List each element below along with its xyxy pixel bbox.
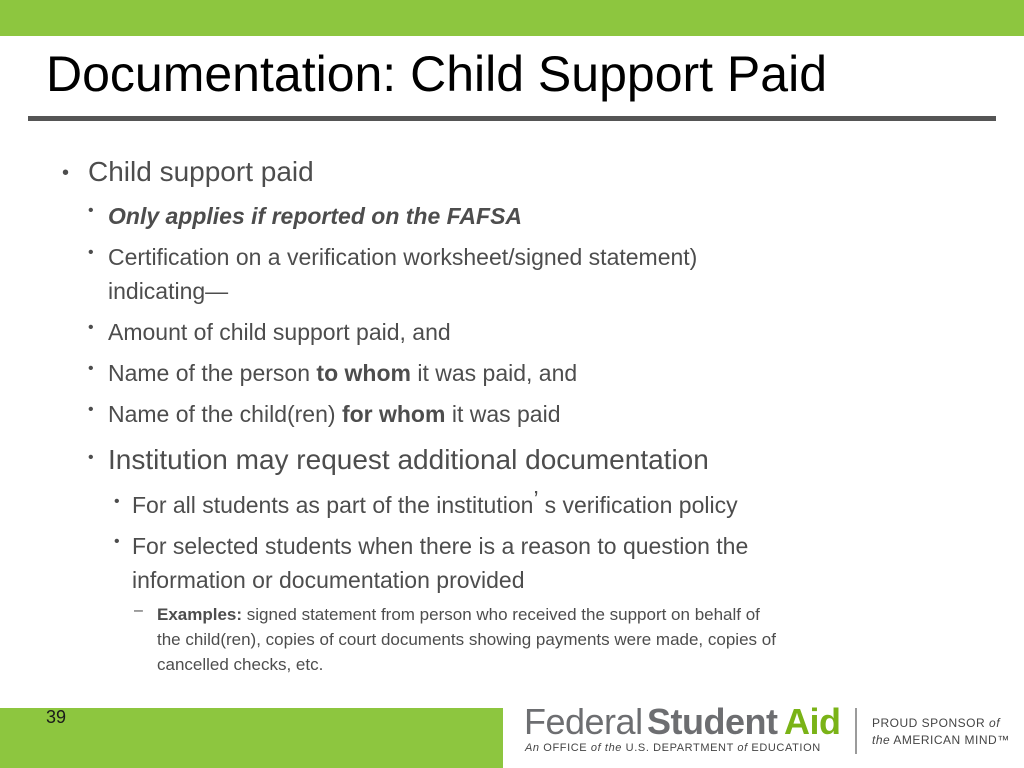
slide-title: Documentation: Child Support Paid (46, 46, 828, 102)
bullet-dot: • (88, 360, 94, 377)
text-segment: OFFICE (539, 742, 591, 754)
logo-divider (855, 708, 857, 754)
bullet-child-for-whom (108, 397, 561, 431)
bullet-certification-line1: Certification on a verification worksheet/signed statement) (108, 244, 698, 270)
text-segment: of (590, 742, 602, 754)
text-segment: it was paid (445, 401, 561, 427)
bullet-dot: • (88, 401, 94, 418)
sponsor-line2 (872, 733, 1010, 747)
bullet-dot: • (62, 162, 70, 184)
dash-marker: – (134, 602, 143, 619)
bold-for-whom: for whom (341, 401, 446, 427)
logo-aid-text: Aid (784, 701, 841, 742)
apostrophe: ’ (533, 486, 539, 512)
bottom-accent-bar (0, 708, 503, 768)
bullet-certification-line2: indicating— (108, 278, 229, 304)
bullet-amount-paid: Amount of child support paid, and (108, 319, 451, 345)
bullet-dot: • (88, 319, 94, 336)
page-number: 39 (46, 707, 67, 727)
text-segment: s verification policy (544, 492, 738, 518)
bold-to-whom: to whom (316, 360, 411, 386)
logo-federal-text: Federal (524, 701, 643, 742)
bullet-all-students (132, 488, 738, 522)
logo-student-text: Student (647, 701, 778, 742)
text-segment: PROUD SPONSOR (872, 716, 990, 730)
bullet-institution-request: Institution may request additional documentation (108, 444, 709, 475)
examples-label: Examples: (157, 605, 243, 624)
text-segment: Name of the person (108, 360, 317, 386)
text-segment: of (737, 742, 748, 754)
bullet-child-support-paid: Child support paid (88, 156, 314, 187)
bullet-selected-students-line1: For selected students when there is a reason to question the (132, 533, 749, 559)
bullet-dot: • (88, 244, 94, 261)
bullet-selected-students-line2: information or documentation provided (132, 567, 525, 593)
bullet-person-to-whom (108, 356, 577, 390)
bullet-dot: • (88, 202, 94, 219)
text-segment: of (989, 716, 1001, 730)
text-segment: it was paid, and (410, 360, 578, 386)
text-segment: the (601, 742, 623, 754)
bullet-dot: • (114, 493, 120, 510)
sponsor-line1 (872, 716, 1000, 730)
examples-line3: cancelled checks, etc. (157, 655, 324, 674)
examples-line2: the child(ren), copies of court documents showing payments were made, copies of (157, 630, 776, 649)
text-segment: An (525, 742, 540, 754)
text-segment: signed statement from person who received the support on behalf of (242, 605, 760, 624)
text-segment: EDUCATION (747, 742, 821, 754)
bullet-dot: • (114, 533, 120, 550)
bullet-fafsa-note: Only applies if reported on the FAFSA (108, 203, 523, 229)
bullet-dot: • (88, 449, 94, 466)
text-segment: Name of the child(ren) (108, 401, 342, 427)
examples-line1 (157, 602, 760, 627)
text-segment: the (872, 733, 891, 747)
text-segment: AMERICAN MIND™ (890, 733, 1010, 747)
text-segment: For all students as part of the institution (132, 492, 534, 518)
text-segment: U.S. DEPARTMENT (622, 742, 738, 754)
logo-subtitle (525, 742, 821, 754)
